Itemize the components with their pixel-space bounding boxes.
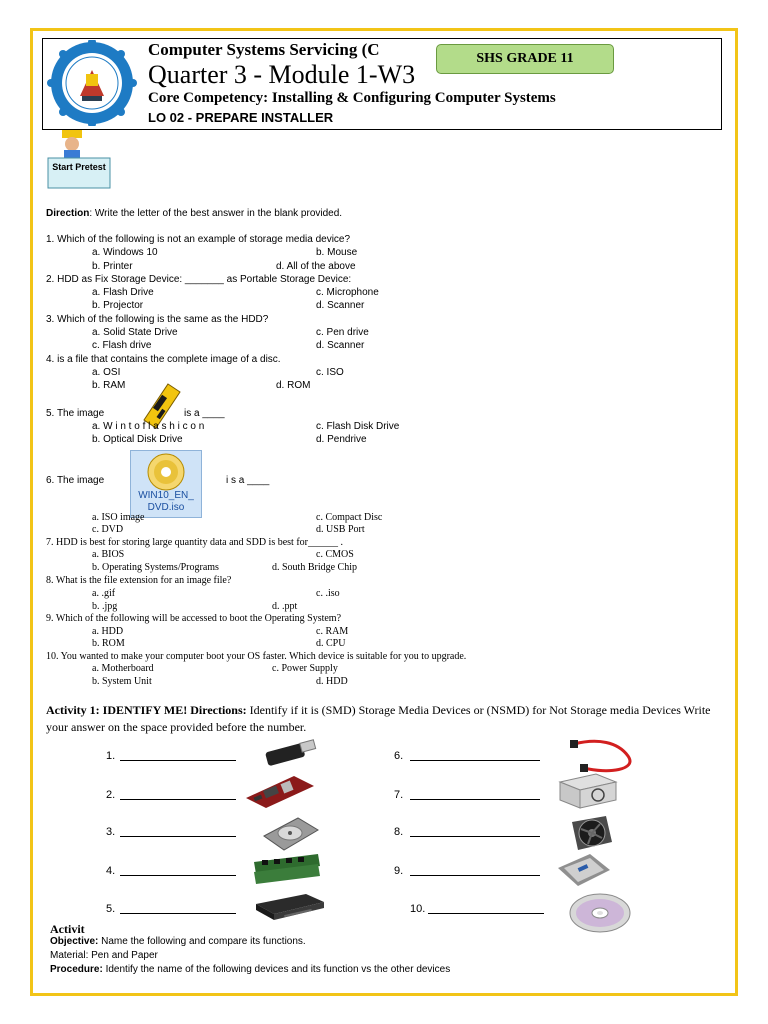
answer-line-3[interactable] [120, 836, 236, 837]
subject-title: Computer Systems Servicing (C [148, 40, 380, 59]
objective-text: Name the following and compare its functions. [98, 936, 306, 947]
q9-option-c: c. RAM [316, 626, 349, 637]
q7-option-c: c. CMOS [316, 549, 354, 560]
answer-label-5: 5. [106, 903, 116, 915]
procedure-line [50, 964, 450, 975]
answer-label-2: 2. [106, 789, 116, 801]
answer-label-7: 7. [394, 789, 404, 801]
direction-line [46, 208, 342, 220]
answer-line-4[interactable] [120, 875, 236, 876]
question-6: 6. The image [46, 475, 105, 486]
question-10: 10. You wanted to make your computer boot your OS faster. Which device is suitable for you to upgrade. [46, 651, 467, 662]
answer-label-6: 6. [394, 750, 404, 762]
ram-module-image [252, 852, 322, 886]
activity1-text: Identify if it is (SMD) Storage Media Devices or (NSMD) for Not Storage media Devices Write your answer on the space provided before the number. [46, 703, 711, 734]
q4-option-c: c. ISO [316, 367, 344, 378]
q1-option-d: d. All of the above [276, 261, 356, 272]
q5-option-b: b. Optical Disk Drive [92, 434, 183, 445]
q7-option-a: a. BIOS [92, 549, 125, 560]
learning-objective: LO 02 - PREPARE INSTALLER [148, 110, 334, 125]
disc-icon [146, 452, 186, 492]
q6-option-b: c. DVD [92, 524, 124, 535]
q6-option-d: d. USB Port [316, 524, 365, 535]
question-1: 1. Which of the following is not an example of storage media device? [46, 234, 351, 245]
module-title: Quarter 3 - Module 1-W3 [148, 60, 416, 89]
q6-option-a: a. ISO image [92, 512, 145, 523]
q5-option-d: d. Pendrive [316, 434, 367, 445]
question-3: 3. Which of the following is the same as the HDD? [46, 314, 269, 325]
question-5: 5. The image [46, 408, 105, 419]
iso-file-label: WIN10_EN_ DVD.iso [138, 490, 194, 513]
answer-label-10: 10. [410, 903, 426, 915]
cpu-cooler-fan-image [566, 812, 616, 854]
q8-option-c: c. .iso [316, 588, 340, 599]
answer-label-3: 3. [106, 826, 116, 838]
q4-option-a: a. OSI [92, 367, 121, 378]
procedure-label: Procedure: [50, 964, 103, 975]
q7-option-d: d. South Bridge Chip [272, 562, 358, 573]
question-6-tail: i s a ____ [226, 475, 270, 486]
objective-label: Objective: [50, 936, 99, 947]
usb-flash-drive-image [262, 738, 320, 768]
question-8: 8. What is the file extension for an image file? [46, 575, 232, 586]
answer-label-1: 1. [106, 750, 116, 762]
answer-line-8[interactable] [410, 836, 540, 837]
question-9: 9. Which of the following will be accessed to boot the Operating System? [46, 613, 342, 624]
q4-option-b: b. RAM [92, 380, 126, 391]
q1-option-b: b. Printer [92, 261, 133, 272]
answer-line-6[interactable] [410, 760, 540, 761]
answer-label-9: 9. [394, 865, 404, 877]
q3-option-d: d. Scanner [316, 340, 365, 351]
q10-option-a: a. Motherboard [92, 663, 154, 674]
q8-option-d: d. .ppt [272, 601, 298, 612]
answer-line-10[interactable] [428, 913, 544, 914]
grade-label-box: SHS GRADE 11 [436, 44, 614, 74]
question-7: 7. HDD is best for storing large quantity data and SDD is best for______ . [46, 537, 343, 548]
q2-option-b: b. Projector [92, 300, 144, 311]
procedure-text: Identify the name of the following devices and its function vs the other devices [102, 964, 451, 975]
direction-text: : Write the letter of the best answer in the blank provided. [89, 208, 343, 219]
q1-option-c: b. Mouse [316, 247, 358, 258]
q5-option-a: a. W i n t o f l a s h i c o n [92, 421, 205, 432]
activity1-title: Activity 1: IDENTIFY ME! Directions: [46, 703, 247, 717]
direction-label: Direction [46, 208, 90, 219]
q2-option-a: a. Flash Drive [92, 287, 154, 298]
q8-option-b: b. .jpg [92, 601, 118, 612]
question-4: 4. is a file that contains the complete image of a disc. [46, 354, 281, 365]
q10-option-c: c. Power Supply [272, 663, 338, 674]
core-competency: Core Competency: Installing & Configuring Computer Systems [148, 90, 556, 106]
q7-option-b: b. Operating Systems/Programs [92, 562, 219, 573]
answer-line-9[interactable] [410, 875, 540, 876]
activity2-title: Activit [50, 922, 85, 936]
q1-option-a: a. Windows 10 [92, 247, 158, 258]
q2-option-c: c. Microphone [316, 287, 379, 298]
q4-option-d: d. ROM [276, 380, 311, 391]
power-supply-image [556, 770, 618, 810]
q10-option-b: b. System Unit [92, 676, 152, 687]
answer-line-1[interactable] [120, 760, 236, 761]
compact-disc-image [568, 892, 632, 934]
q3-option-b: c. Flash drive [92, 340, 152, 351]
motherboard-image [244, 772, 316, 810]
answer-line-7[interactable] [410, 799, 540, 800]
answer-line-2[interactable] [120, 799, 236, 800]
q5-option-c: c. Flash Disk Drive [316, 421, 400, 432]
optical-disk-drive-image [254, 890, 326, 922]
material-line: Material: Pen and Paper [50, 950, 158, 961]
answer-line-5[interactable] [120, 913, 236, 914]
question-5-tail: is a ____ [184, 408, 225, 419]
q8-option-a: a. .gif [92, 588, 116, 599]
q9-option-b: b. ROM [92, 638, 125, 649]
q3-option-c: c. Pen drive [316, 327, 369, 338]
start-pretest-clipart [46, 128, 112, 192]
q2-option-d: d. Scanner [316, 300, 365, 311]
answer-label-4: 4. [106, 865, 116, 877]
question-2: 2. HDD as Fix Storage Device: _______ as Portable Storage Device: [46, 274, 352, 285]
pretest-sign-text: Start Pretest [52, 162, 106, 172]
q10-option-d: d. HDD [316, 676, 348, 687]
answer-label-8: 8. [394, 826, 404, 838]
activity1-paragraph [46, 702, 724, 736]
cpu-processor-image [554, 852, 614, 888]
q9-option-a: a. HDD [92, 626, 124, 637]
objective-line [50, 936, 306, 947]
hard-disk-drive-image [262, 816, 320, 852]
school-seal-logo [46, 40, 138, 126]
q6-option-c: c. Compact Disc [316, 512, 383, 523]
q3-option-a: a. Solid State Drive [92, 327, 178, 338]
q9-option-d: d. CPU [316, 638, 346, 649]
